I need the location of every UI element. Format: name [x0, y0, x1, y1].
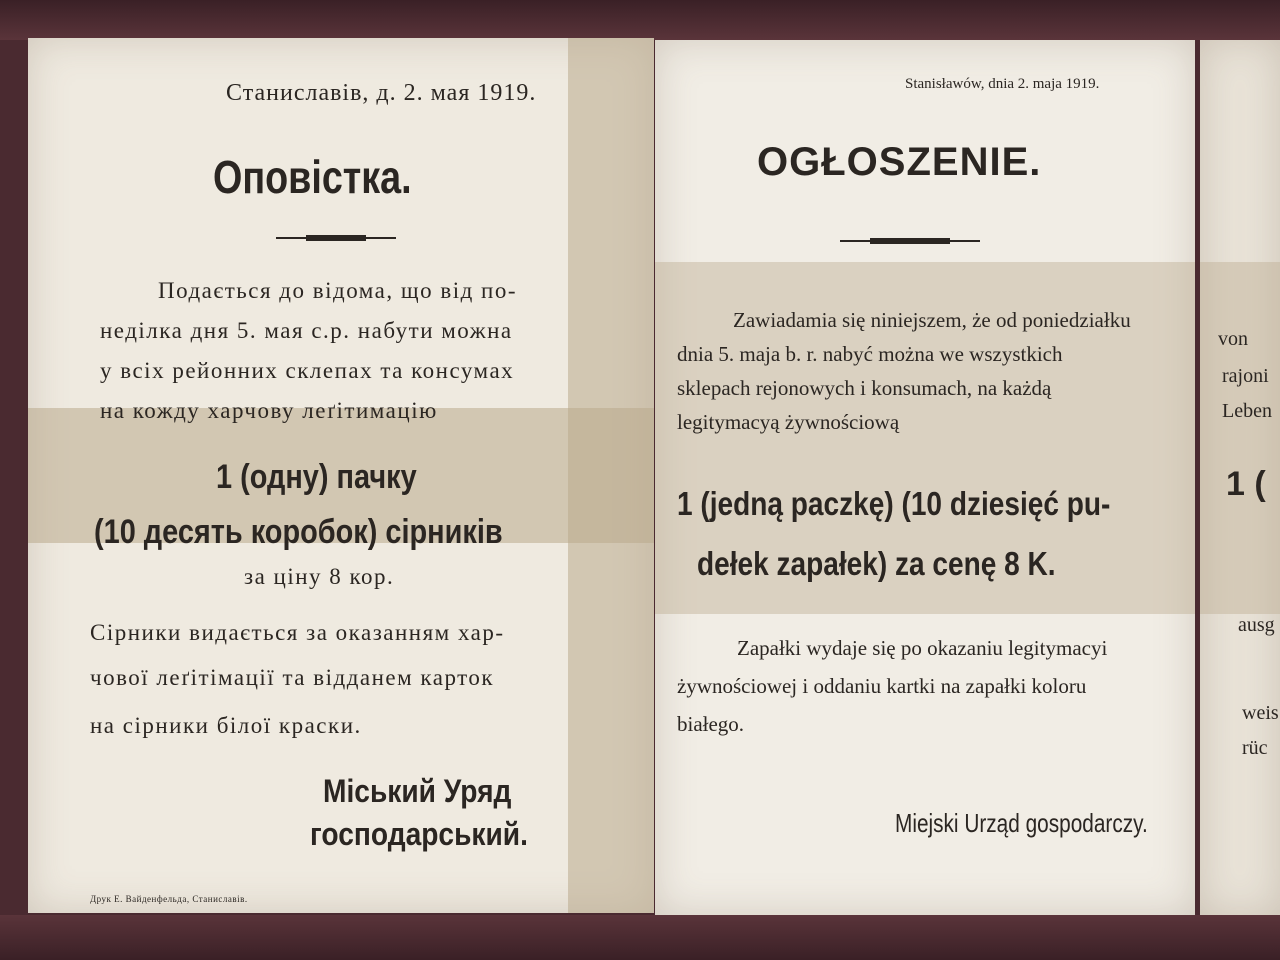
display-frame-bottom	[0, 915, 1280, 960]
paragraph-line: неділка дня 5. мая с.р. набути можна	[100, 318, 513, 343]
polish-poster	[655, 40, 1195, 915]
poster-date: Stanisławów, dnia 2. maja 1919.	[905, 76, 1100, 92]
fragment-highlight: 1 (	[1226, 465, 1266, 503]
note-line: żywnościowej i oddaniu kartki na zapałki koloru	[677, 674, 1087, 698]
paragraph-line: legitymacyą żywnościową	[677, 410, 900, 434]
note-line: чової леґітімації та відданем карток	[90, 665, 495, 690]
display-frame-top	[0, 0, 1280, 40]
highlight-line: (10 десять коробок) сірників	[94, 513, 503, 551]
tape-strip	[1200, 262, 1280, 614]
german-poster-fragment	[1200, 40, 1280, 915]
fragment-line: rajoni	[1222, 365, 1269, 387]
paragraph-line: sklepach rejonowych i konsumach, na każdą	[677, 376, 1052, 400]
fragment-line: Leben	[1222, 400, 1272, 422]
printer-imprint: Друк Е. Вайденфельда, Станиславів.	[90, 894, 248, 904]
signature-line: Міський Уряд	[323, 773, 512, 809]
paragraph-line: у всіх рейонних склепах та консумах	[100, 358, 515, 383]
ukrainian-poster	[28, 38, 654, 913]
ornament-rule	[870, 238, 950, 244]
fragment-line: von	[1218, 328, 1248, 350]
signature-line: господарський.	[310, 816, 528, 852]
highlight-line: 1 (jedną paczkę) (10 dziesięć pu-	[677, 485, 1111, 522]
paragraph-line: на кожду харчову леґітимацію	[100, 398, 438, 423]
fragment-line: ausg	[1238, 614, 1275, 636]
note-line: Zapałki wydaje się po okazaniu legitymacyi	[737, 636, 1108, 660]
signature-line: Miejski Urząd gospodarczy.	[895, 808, 1148, 838]
note-line: Сірники видається за оказанням хар-	[90, 620, 505, 645]
paragraph-line: dnia 5. maja b. r. nabyć można we wszystkich	[677, 342, 1063, 366]
poster-title: Оповістка.	[213, 151, 412, 203]
highlight-line: 1 (одну) пачку	[216, 458, 417, 496]
note-line: białego.	[677, 712, 745, 736]
price-line: за ціну 8 кор.	[244, 564, 395, 589]
poster-date: Станиславів, д. 2. мая 1919.	[226, 80, 537, 106]
fragment-line: rüc	[1242, 737, 1268, 759]
note-line: на сірники білої краски.	[90, 713, 362, 738]
paragraph-line: Zawiadamia się niniejszem, że od poniedziałku	[733, 308, 1131, 332]
fragment-line: weis	[1242, 702, 1279, 724]
poster-title: OGŁOSZENIE.	[757, 140, 1042, 184]
ornament-rule	[306, 235, 366, 241]
highlight-line: dełek zapałek) za cenę 8 K.	[697, 545, 1056, 582]
paragraph-line: Подається до відома, що від по-	[158, 278, 518, 303]
